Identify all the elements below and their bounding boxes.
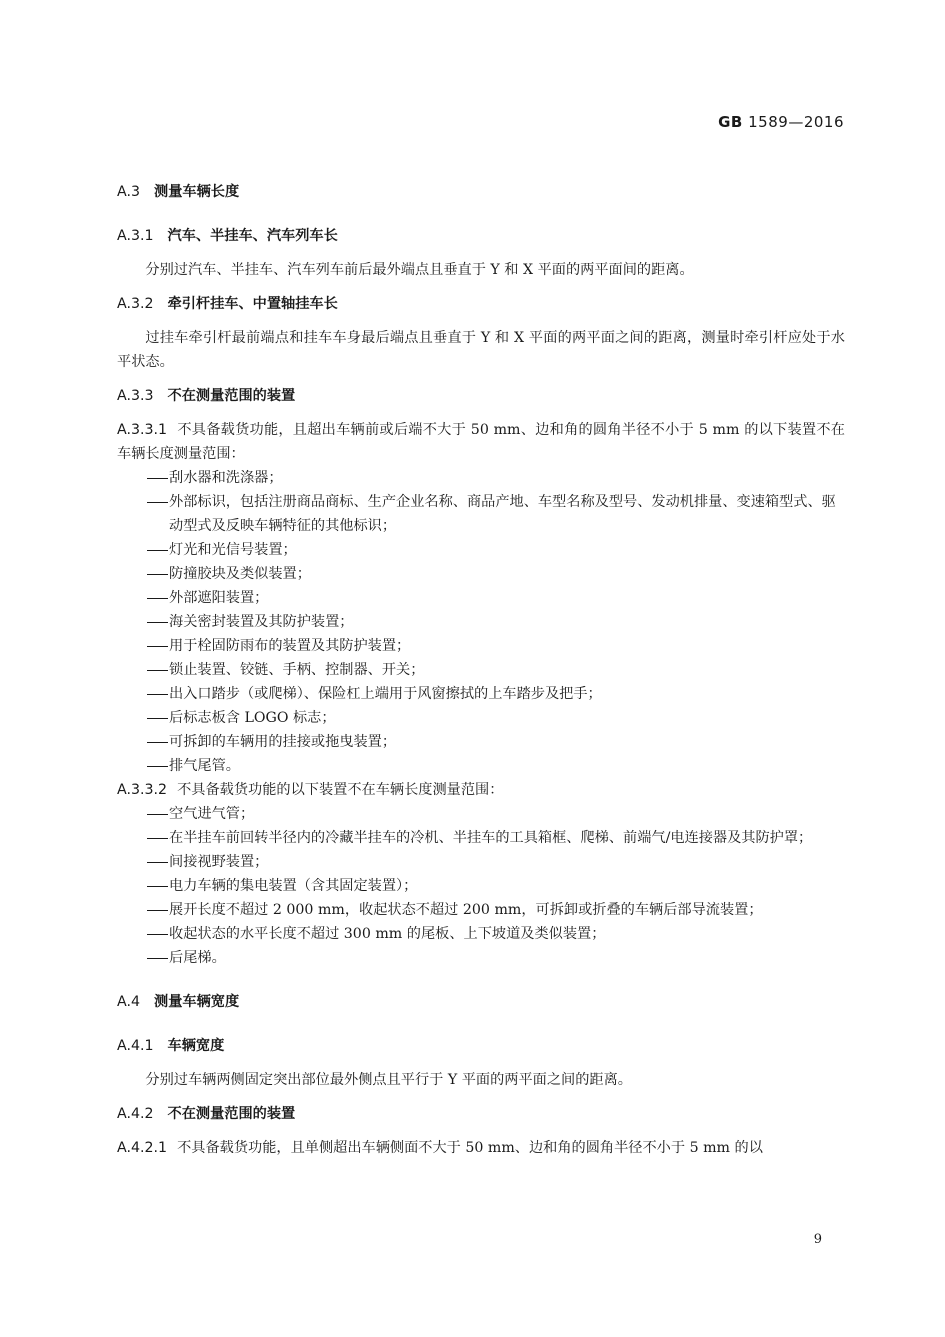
section-number: A.3.3 xyxy=(117,388,154,404)
list-item-text: 海关密封装置及其防护装置； xyxy=(169,614,354,630)
list-item-text: 在半挂车前回转半径内的冷藏半挂车的冷机、半挂车的工具箱框、爬梯、前端气/电连接器及其防护罩； xyxy=(169,830,813,846)
section-title: 测量车辆长度 xyxy=(154,184,240,200)
section-number: A.3 xyxy=(117,184,140,200)
list-item xyxy=(145,898,845,922)
section-number: A.3.1 xyxy=(117,228,154,244)
clause-number: A.4.2.1 xyxy=(117,1140,168,1156)
list-item xyxy=(145,850,845,874)
list-item-text: 排气尾管。 xyxy=(169,758,240,774)
list-item-text: 锁止装置、铰链、手柄、控制器、开关； xyxy=(169,662,425,678)
list-item-text: 展开长度不超过 2 000 mm，收起状态不超过 200 mm，可拆卸或折叠的车辆后部导流装置； xyxy=(169,902,763,918)
section-a41-heading xyxy=(117,1034,845,1058)
list-a332 xyxy=(117,802,845,970)
list-item xyxy=(145,562,845,586)
section-a3-heading xyxy=(117,180,845,204)
list-item xyxy=(145,682,845,706)
standard-number: 1589—2016 xyxy=(748,113,844,131)
list-item xyxy=(145,922,845,946)
list-item-text: 刮水器和洗涤器； xyxy=(169,470,283,486)
clause-number: A.3.3.1 xyxy=(117,422,168,438)
list-item xyxy=(145,658,845,682)
clause-text: 不具备载货功能的以下装置不在车辆长度测量范围： xyxy=(177,782,504,798)
clause-a332 xyxy=(117,778,845,802)
section-a41-text: 分别过车辆两侧固定突出部位最外侧点且平行于 Y 平面的两平面之间的距离。 xyxy=(145,1072,632,1088)
clause-number: A.3.3.2 xyxy=(117,782,168,798)
list-item-text: 收起状态的水平长度不超过 300 mm 的尾板、上下坡道及类似装置； xyxy=(169,926,606,942)
list-item-text: 可拆卸的车辆用的挂接或拖曳装置； xyxy=(169,734,397,750)
section-number: A.4 xyxy=(117,994,140,1010)
section-a4-heading xyxy=(117,990,845,1014)
section-a32-text: 过挂车牵引杆最前端点和挂车车身最后端点且垂直于 Y 和 X 平面的两平面之间的距离，测量时牵引杆应处于水平状态。 xyxy=(117,330,845,370)
section-a31-text: 分别过汽车、半挂车、汽车列车前后最外端点且垂直于 Y 和 X 平面的两平面间的距离。 xyxy=(145,262,694,278)
list-item xyxy=(145,538,845,562)
list-item-text: 外部标识，包括注册商品商标、生产企业名称、商品产地、车型名称及型号、发动机排量、变速箱型式、驱动型式及反映车辆特征的其他标识； xyxy=(169,494,836,534)
section-number: A.3.2 xyxy=(117,296,154,312)
list-item-text: 后标志板含 LOGO 标志； xyxy=(169,710,336,726)
page-number: 9 xyxy=(813,1232,822,1247)
section-a31-heading xyxy=(117,224,845,248)
list-item xyxy=(145,730,845,754)
list-item xyxy=(145,874,845,898)
list-item-text: 外部遮阳装置； xyxy=(169,590,269,606)
list-item-text: 用于栓固防雨布的装置及其防护装置； xyxy=(169,638,411,654)
list-item-text: 电力车辆的集电装置（含其固定装置）； xyxy=(169,878,418,894)
list-item-text: 防撞胶块及类似装置； xyxy=(169,566,311,582)
section-number: A.4.2 xyxy=(117,1106,154,1122)
list-item xyxy=(145,466,845,490)
clause-text: 不具备载货功能，且单侧超出车辆侧面不大于 50 mm、边和角的圆角半径不小于 5 mm 的以 xyxy=(177,1140,763,1156)
list-item xyxy=(145,490,845,538)
section-title: 车辆宽度 xyxy=(167,1038,225,1054)
section-title: 不在测量范围的装置 xyxy=(167,388,296,404)
clause-a331 xyxy=(117,418,845,466)
list-item xyxy=(145,634,845,658)
page-header xyxy=(718,113,844,131)
list-item-text: 后尾梯。 xyxy=(169,950,226,966)
list-item-text: 空气进气管； xyxy=(169,806,255,822)
standard-prefix: GB xyxy=(718,113,743,131)
section-title: 牵引杆挂车、中置轴挂车长 xyxy=(167,296,338,312)
list-item xyxy=(145,610,845,634)
list-item xyxy=(145,946,845,970)
clause-a421 xyxy=(117,1136,845,1160)
list-item-text: 出入口踏步（或爬梯）、保险杠上端用于风窗擦拭的上车踏步及把手； xyxy=(169,686,602,702)
section-title: 不在测量范围的装置 xyxy=(167,1106,296,1122)
list-a331 xyxy=(117,466,845,778)
section-number: A.4.1 xyxy=(117,1038,154,1054)
section-title: 汽车、半挂车、汽车列车长 xyxy=(167,228,338,244)
list-item xyxy=(145,802,845,826)
list-item-text: 灯光和光信号装置； xyxy=(169,542,297,558)
section-a33-heading xyxy=(117,384,845,408)
list-item xyxy=(145,706,845,730)
list-item xyxy=(145,826,845,850)
section-a42-heading xyxy=(117,1102,845,1126)
list-item xyxy=(145,754,845,778)
document-body xyxy=(117,180,845,1160)
list-item-text: 间接视野装置； xyxy=(169,854,269,870)
section-a32-heading xyxy=(117,292,845,316)
section-title: 测量车辆宽度 xyxy=(154,994,240,1010)
clause-text: 不具备载货功能，且超出车辆前或后端不大于 50 mm、边和角的圆角半径不小于 5 mm 的以下装置不在车辆长度测量范围： xyxy=(117,422,845,462)
list-item xyxy=(145,586,845,610)
